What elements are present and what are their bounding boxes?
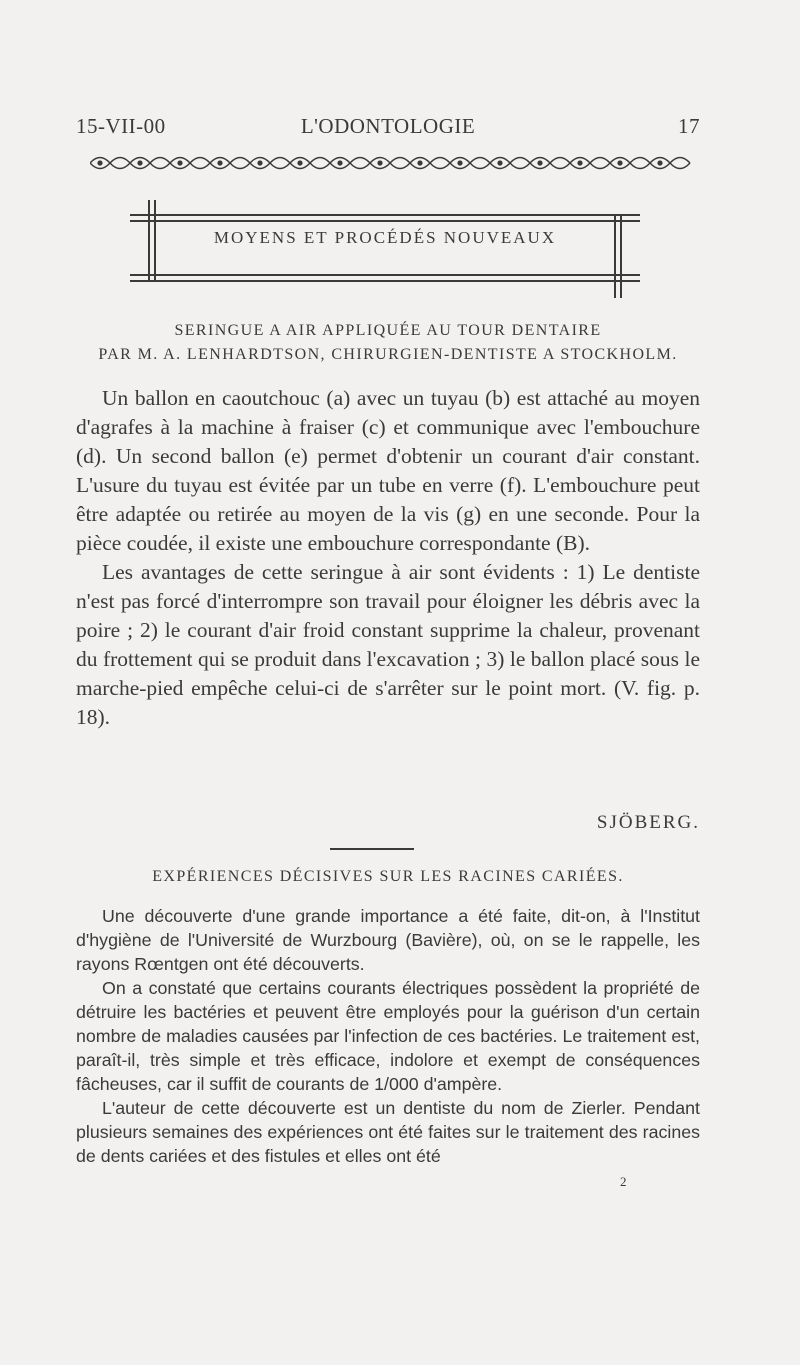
paragraph: Les avantages de cette seringue à air sont évidents : 1) Le dentiste n'est pas forcé d'interrompre son travail pour éloigner les débris avec la poire ; 2) le courant d'air froid constant supprime la chaleur, provenant du frottement qui se produit dans l'excavation ; 3) le ballon placé sous le marche-pied empêche celui-ci de s'arrêter sur le point mort. (V. fig. p. 18). bbox=[76, 560, 700, 729]
article-byline: PAR M. A. LENHARDTSON, CHIRURGIEN-DENTISTE A STOCKHOLM. bbox=[98, 346, 678, 363]
signature-mark: 2 bbox=[620, 1174, 627, 1189]
paragraph: L'auteur de cette découverte est un dentiste du nom de Zierler. Pendant plusieurs semaines des expériences ont été faites sur le traitement des racines de dents cariées et des fistules et elles ont été bbox=[76, 1098, 700, 1166]
article-title: EXPÉRIENCES DÉCISIVES SUR LES RACINES CARIÉES. bbox=[152, 868, 624, 885]
article-body bbox=[76, 904, 700, 1168]
paragraph: Une découverte d'une grande importance a été faite, dit-on, à l'Institut d'hygiène de l'Université de Wurzbourg (Bavière), où, on se le rappelle, les rayons Rœntgen ont été découverts. bbox=[76, 906, 700, 974]
article-body bbox=[76, 384, 700, 732]
article-title: SERINGUE A AIR APPLIQUÉE AU TOUR DENTAIRE bbox=[174, 322, 602, 339]
header-date: 15-VII-00 bbox=[76, 114, 166, 138]
section-title-frame bbox=[130, 200, 640, 300]
ornamental-band bbox=[90, 152, 696, 174]
header-journal-title: L'ODONTOLOGIE bbox=[300, 114, 476, 138]
section-title: MOYENS ET PROCÉDÉS NOUVEAUX bbox=[213, 228, 557, 247]
paragraph: On a constaté que certains courants électriques possèdent la propriété de détruire les bactéries et peuvent être employés pour la guérison d'un certain nombre de maladies causées par l'infection de ces bactéries. Le traitement est, paraît-il, très simple et très efficace, indolore et exempt de conséquences fâcheuses, car il suffit de courants de 1/000 d'ampère. bbox=[76, 978, 700, 1094]
paragraph: Un ballon en caoutchouc (a) avec un tuyau (b) est attaché au moyen d'agrafes à la machine à fraiser (c) et communique avec l'embouchure (d). Un second ballon (e) permet d'obtenir un courant d'air constant. L'usure du tuyau est évitée par un tube en verre (f). L'embouchure peut être adaptée ou retirée au moyen de la vis (g) en une seconde. Pour la pièce coudée, il existe une embouchure correspondante (B). bbox=[76, 386, 700, 555]
header-page-number: 17 bbox=[678, 114, 700, 138]
section-divider bbox=[330, 848, 414, 850]
author-signature: SJÖBERG. bbox=[596, 812, 700, 833]
running-header bbox=[76, 114, 700, 144]
